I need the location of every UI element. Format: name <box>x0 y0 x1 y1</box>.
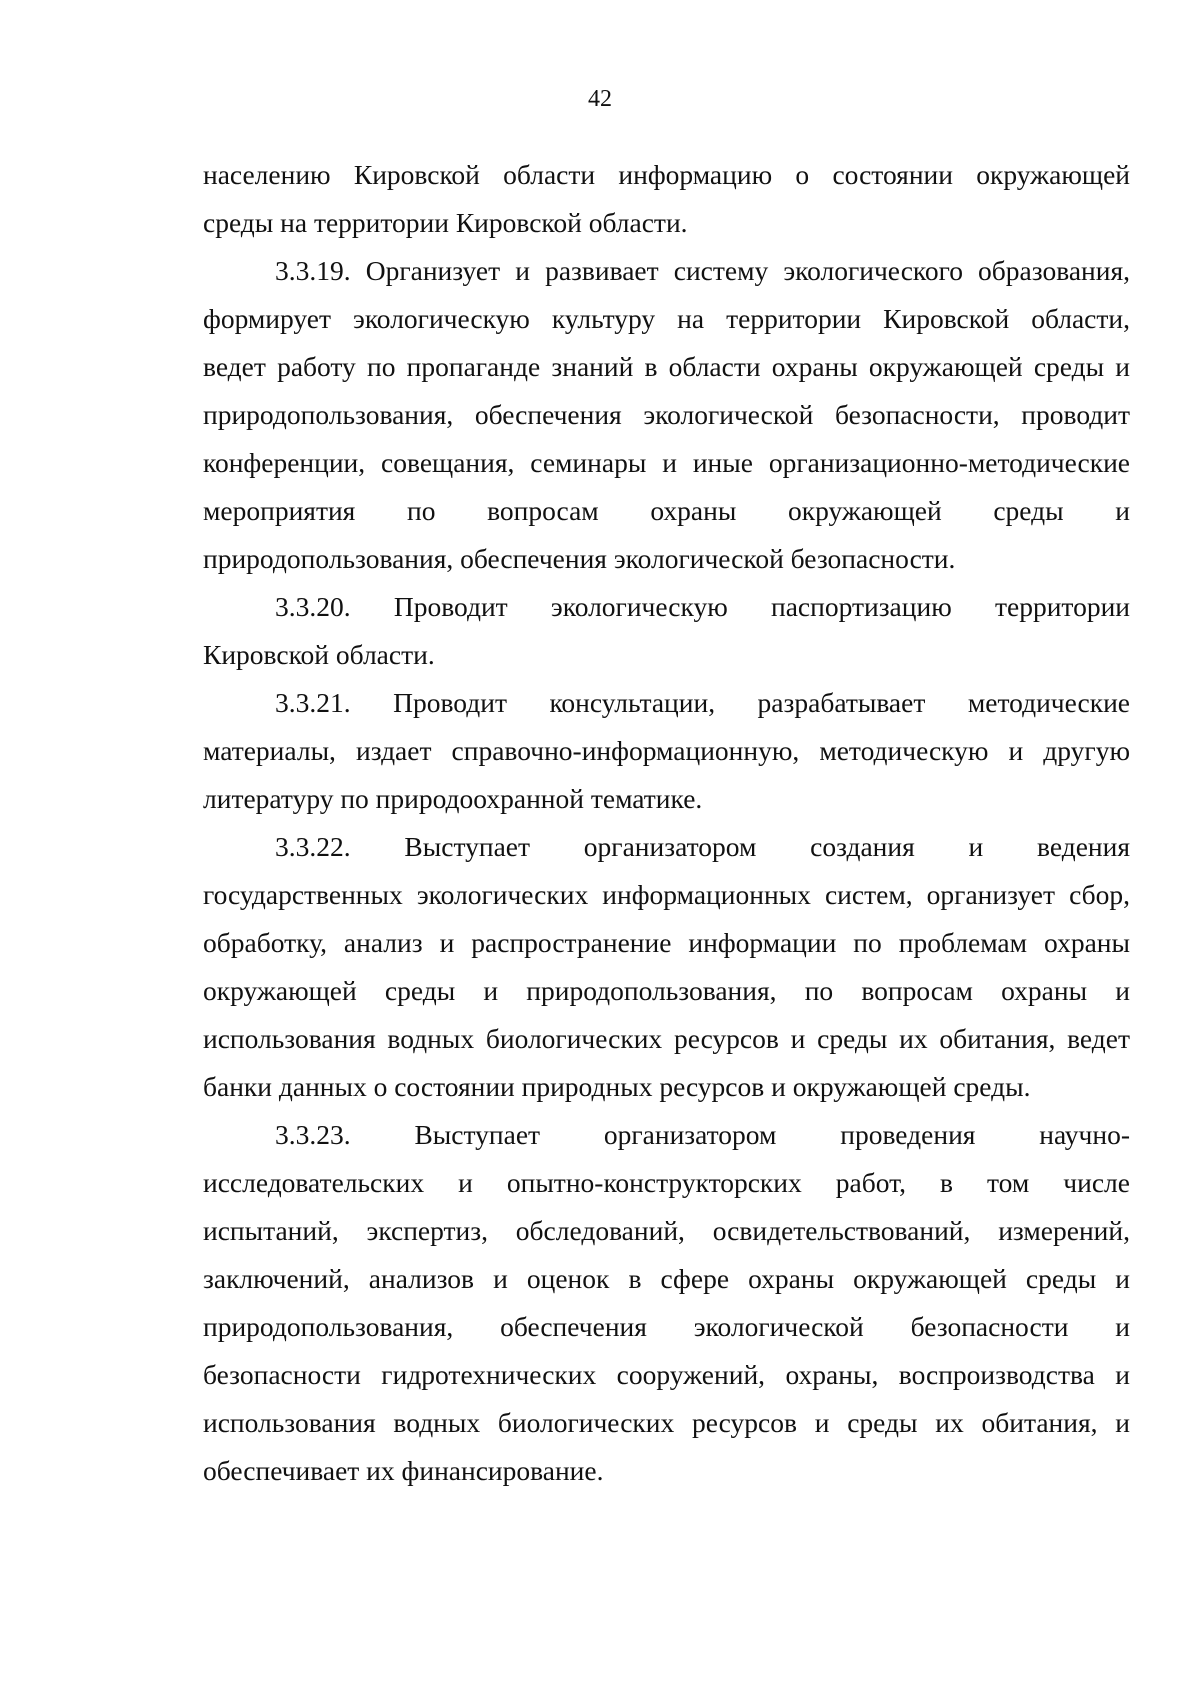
text-line: использования водных биологических ресурсов и среды их обитания, ведет <box>203 1023 1130 1054</box>
text-line: среды на территории Кировской области. <box>203 207 688 238</box>
clause-3-3-23-heading-line: 3.3.23. Выступает организатором проведения научно- <box>275 1119 1130 1150</box>
text-line: заключений, анализов и оценок в сфере охраны окружающей среды и <box>203 1263 1130 1294</box>
text-line: Кировской области. <box>203 639 435 670</box>
text-line: природопользования, обеспечения экологической безопасности, проводит <box>203 399 1130 430</box>
text-line: природопользования, обеспечения экологической безопасности. <box>203 543 956 574</box>
text-line: конференции, совещания, семинары и иные организационно-методические <box>203 447 1130 478</box>
text-line: банки данных о состоянии природных ресурсов и окружающей среды. <box>203 1071 1031 1102</box>
clause-3-3-21-heading-line: 3.3.21. Проводит консультации, разрабатывает методические <box>275 687 1130 718</box>
text-line: населению Кировской области информацию о состоянии окружающей <box>203 159 1130 190</box>
clause-3-3-19-heading-line: 3.3.19. Организует и развивает систему экологического образования, <box>275 255 1130 286</box>
text-line: обеспечивает их финансирование. <box>203 1455 604 1486</box>
clause-3-3-22-heading-line: 3.3.22. Выступает организатором создания и ведения <box>275 831 1130 862</box>
text-line: ведет работу по пропаганде знаний в области охраны окружающей среды и <box>203 351 1130 382</box>
page-number: 42 <box>588 86 612 112</box>
text-line: окружающей среды и природопользования, по вопросам охраны и <box>203 975 1130 1006</box>
document-body <box>203 151 1130 1495</box>
text-line: государственных экологических информационных систем, организует сбор, <box>203 879 1130 910</box>
text-line: безопасности гидротехнических сооружений, охраны, воспроизводства и <box>203 1359 1130 1390</box>
text-line: литературу по природоохранной тематике. <box>203 783 703 814</box>
text-line: материалы, издает справочно-информационную, методическую и другую <box>203 735 1130 766</box>
text-line: мероприятия по вопросам охраны окружающей среды и <box>203 495 1130 526</box>
clause-3-3-20-heading-line: 3.3.20. Проводит экологическую паспортизацию территории <box>275 591 1130 622</box>
text-line: формирует экологическую культуру на территории Кировской области, <box>203 303 1130 334</box>
text-line: обработку, анализ и распространение информации по проблемам охраны <box>203 927 1130 958</box>
text-line: исследовательских и опытно-конструкторских работ, в том числе <box>203 1167 1130 1198</box>
text-line: природопользования, обеспечения экологической безопасности и <box>203 1311 1130 1342</box>
text-line: использования водных биологических ресурсов и среды их обитания, и <box>203 1407 1130 1438</box>
text-line: испытаний, экспертиз, обследований, освидетельствований, измерений, <box>203 1215 1130 1246</box>
